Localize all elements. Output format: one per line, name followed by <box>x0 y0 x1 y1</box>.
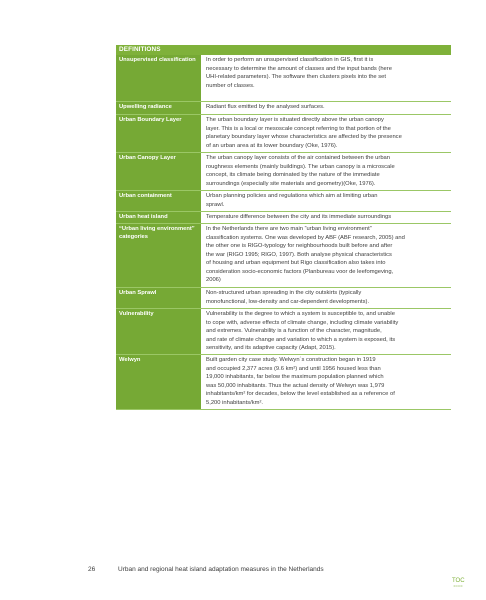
definition-description: Non-structured urban spreading in the city outskirts (typically monofunctional, low-density and car-dependent developments). <box>206 290 370 305</box>
toc-dots-icon: ••••• <box>453 583 464 588</box>
definition-description: Radiant flux emitted by the analysed surfaces. <box>206 104 325 110</box>
definition-row <box>116 309 451 355</box>
definition-description: In the Netherlands there are two main “urban living environment” classification systems. One was developed by ABF (ABF research, 2005) and the other one is RIGO-typology for neighbourhoods built before and after the war (RIGO 1995; RIGO, 1997). Both analyse physical characteristics of housing and urban equipment but Rigo classification also takes into consideration socio-economic factors (Planbureau voor de leefomgeving, 2006) <box>206 226 405 283</box>
definition-description: Temperature difference between the city and its immediate surroundings <box>206 214 392 220</box>
definition-term: Urban containment <box>116 191 202 211</box>
definition-row <box>116 115 451 153</box>
definition-row <box>116 224 451 288</box>
definition-row <box>116 191 451 212</box>
definition-row <box>116 55 451 102</box>
definition-term: Urban Sprawl <box>116 288 202 308</box>
definition-description: Built garden city case study. Welwyn´s construction began in 1919 and occupied 2,377 acres (9.6 km²) and until 1956 housed less than 19,000 inhabitants, far below the maximum population planned which was 50,000 inhabitants. Thus the actual density of Welwyn was 1,979 inhabitants/km² for decades, below the level established as a reference of 5,200 inhabitants/km². <box>206 357 395 406</box>
toc-link[interactable] <box>452 578 465 588</box>
definition-row <box>116 355 451 410</box>
definition-term: Unsupervised classification <box>116 55 202 101</box>
definition-description: In order to perform an unsupervised classification in GIS, first it is necessary to determine the amount of classes and the input bands (here UHI-related parameters). The software then clusters pixels into the set number of classes. <box>206 57 392 89</box>
definitions-table <box>116 45 451 410</box>
definition-row <box>116 153 451 191</box>
definition-term: “Urban living environment” categories <box>116 224 202 287</box>
running-footer-title: Urban and regional heat island adaptation measures in the Netherlands <box>118 566 324 573</box>
definition-term: Vulnerability <box>116 309 202 354</box>
page-number: 26 <box>88 566 96 573</box>
definition-row <box>116 212 451 224</box>
definition-term: Urban Canopy Layer <box>116 153 202 190</box>
definition-description: The urban boundary layer is situated directly above the urban canopy layer. This is a local or mesoscale concept referring to that portion of the planetary boundary layer whose characteristics are affected by the presence of an urban area at its lower boundary (Oke, 1976). <box>206 117 402 149</box>
definition-description: Urban planning policies and regulations which aim at limiting urban sprawl. <box>206 193 378 208</box>
definition-description: The urban canopy layer consists of the air contained between the urban roughness elements (mainly buildings). The urban canopy is a microscale concept, its climate being dominated by the nature of the immediate surroundings (especially site materials and geometry)(Oke, 1976). <box>206 155 395 187</box>
definition-term: Welwyn <box>116 355 202 409</box>
definitions-header: DEFINITIONS <box>116 45 451 55</box>
toc-label: TOC <box>452 578 465 584</box>
definition-term: Urban heat island <box>116 212 202 223</box>
definition-term: Urban Boundary Layer <box>116 115 202 152</box>
definition-description: Vulnerability is the degree to which a system is susceptible to, and unable to cope with, adverse effects of climate change, including climate variability and extremes. Vulnerability is a function of the character, magnitude, and rate of climate change and variation to which a system is exposed, its sensitivity, and its adaptive capacity (Adapt, 2015). <box>206 311 399 351</box>
definition-row <box>116 102 451 115</box>
definition-term: Upwelling radiance <box>116 102 202 114</box>
definition-row <box>116 288 451 309</box>
